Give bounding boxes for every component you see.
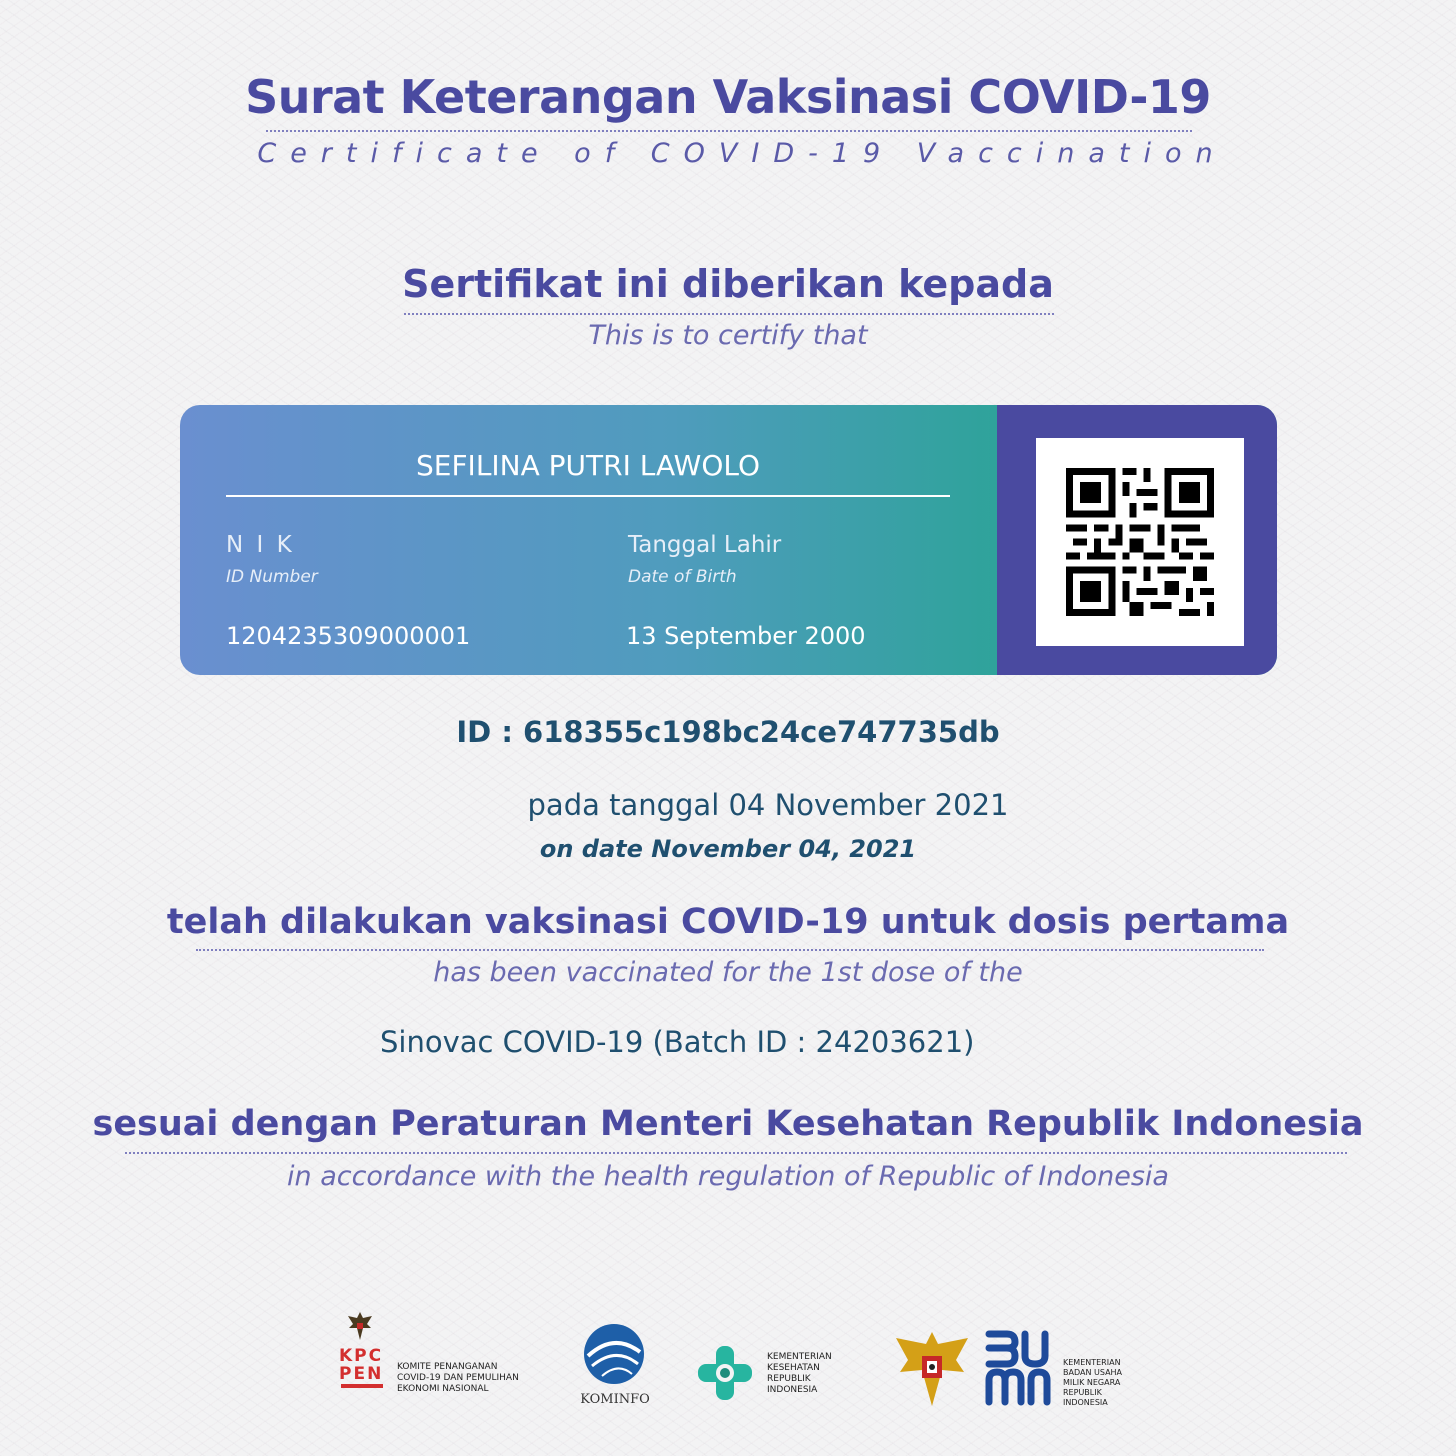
bumn-text-line4: REPUBLIK — [1063, 1388, 1102, 1397]
regulation-statement-english: in accordance with the health regulation of Republic of Indonesia — [287, 1161, 1169, 1192]
dob-label-english: Date of Birth — [628, 567, 737, 587]
name-divider — [226, 495, 950, 497]
kpcpen-text-line2: COVID-19 DAN PEMULIHAN — [397, 1373, 519, 1383]
vaccine-name: Sinovac COVID-19 (Batch ID : 24203621) — [380, 1025, 975, 1059]
regulation-divider — [125, 1152, 1347, 1154]
kemenkes-text-line2: KESEHATAN — [767, 1363, 820, 1373]
garuda-pancasila-icon — [892, 1328, 972, 1410]
kemenkes-text-line4: INDONESIA — [767, 1385, 818, 1395]
holder-card — [180, 405, 1277, 675]
certificate-id: ID : 618355c198bc24ce747735db — [456, 715, 1000, 749]
kemenkes-cross-icon — [692, 1340, 758, 1406]
kominfo-logo — [570, 1322, 660, 1412]
title-divider — [266, 130, 1192, 132]
holder-name: SEFILINA PUTRI LAWOLO — [415, 449, 760, 482]
qr-panel — [997, 405, 1277, 675]
nik-label: N I K — [226, 532, 295, 558]
intro-line: Sertifikat ini diberikan kepada — [402, 262, 1054, 306]
nik-label-english: ID Number — [226, 567, 318, 587]
qr-code — [1036, 438, 1244, 646]
intro-divider — [404, 313, 1054, 315]
kominfo-globe-icon — [582, 1322, 646, 1386]
bumn-text-line3: MILIK NEGARA — [1063, 1378, 1121, 1387]
kominfo-label: KOMINFO — [580, 1392, 650, 1407]
certificate-title-english: Certificate of COVID-19 Vaccination — [257, 138, 1227, 169]
kpcpen-mark-bottom: PEN — [339, 1364, 384, 1384]
certificate-title: Surat Keterangan Vaksinasi COVID-19 — [245, 70, 1211, 124]
kpcpen-mark-top: KPC — [339, 1346, 384, 1366]
qr-code-icon — [1066, 468, 1214, 616]
garuda-small-icon — [345, 1310, 375, 1342]
kpcpen-underline — [341, 1384, 383, 1388]
vaccination-divider — [196, 949, 1264, 951]
kpcpen-logo — [335, 1310, 535, 1410]
vaccination-statement-english: has been vaccinated for the 1st dose of the — [433, 957, 1023, 988]
garuda-logo — [892, 1328, 972, 1410]
vaccination-date-english: on date November 04, 2021 — [539, 835, 917, 863]
nik-value: 1204235309000001 — [226, 622, 471, 650]
bumn-text-line2: BADAN USAHA — [1063, 1368, 1123, 1377]
dob-label: Tanggal Lahir — [628, 532, 782, 558]
kpcpen-text-line1: KOMITE PENANGANAN — [397, 1362, 498, 1372]
bumn-text-line5: INDONESIA — [1063, 1398, 1108, 1407]
bumn-text-line1: KEMENTERIAN — [1063, 1358, 1121, 1367]
vaccination-statement: telah dilakukan vaksinasi COVID-19 untuk dosis pertama — [166, 902, 1290, 942]
kemenkes-text-line3: REPUBLIK — [767, 1374, 811, 1384]
vaccination-date: pada tanggal 04 November 2021 — [527, 788, 1009, 822]
bumn-mark-icon — [985, 1328, 1053, 1408]
kpcpen-text-line3: EKONOMI NASIONAL — [397, 1384, 489, 1394]
regulation-statement: sesuai dengan Peraturan Menteri Kesehatan Republik Indonesia — [92, 1104, 1364, 1144]
kemenkes-text-line1: KEMENTERIAN — [767, 1352, 832, 1362]
bumn-logo — [985, 1328, 1135, 1413]
kemenkes-logo — [692, 1340, 862, 1410]
dob-value: 13 September 2000 — [626, 622, 866, 650]
intro-line-english: This is to certify that — [588, 320, 868, 351]
